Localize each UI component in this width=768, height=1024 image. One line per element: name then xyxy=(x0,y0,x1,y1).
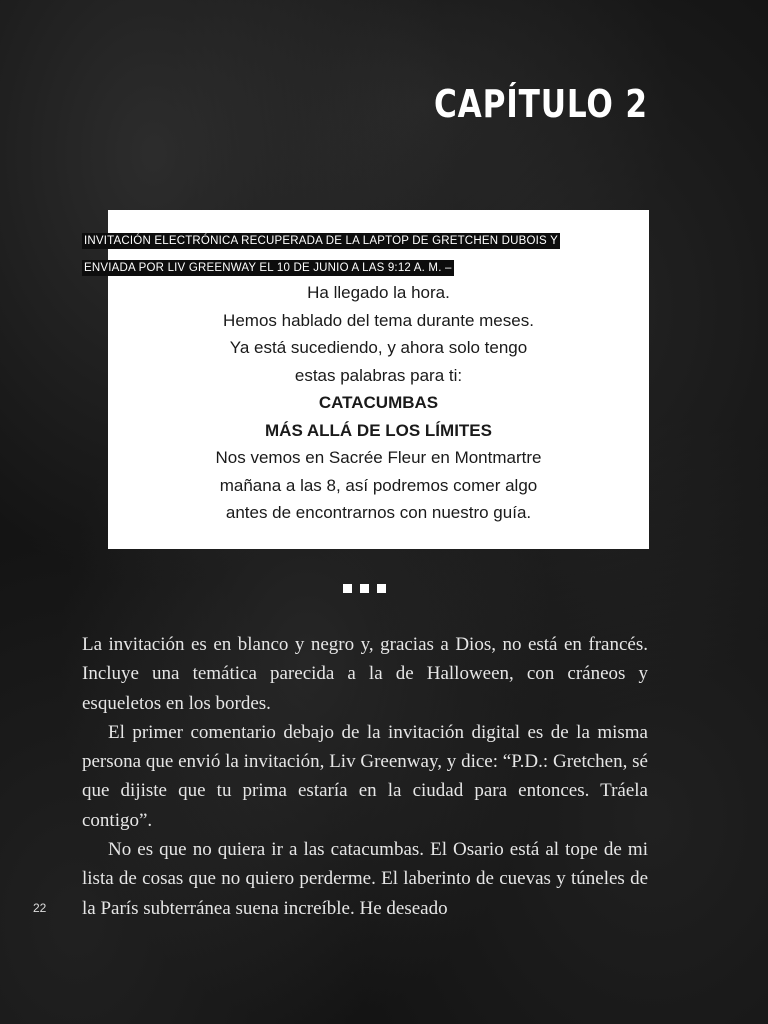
separator-square xyxy=(343,584,352,593)
invitation-line: Ha llegado la hora. xyxy=(307,283,450,302)
source-note-line-1: INVITACIÓN ELECTRÓNICA RECUPERADA DE LA LAPTOP DE GRETCHEN DUBOIS Y xyxy=(84,235,558,247)
invitation-source-note xyxy=(82,228,602,282)
separator-square xyxy=(377,584,386,593)
invitation-line: Nos vemos en Sacrée Fleur en Montmartre xyxy=(215,448,542,467)
invitation-heading-line: CATACUMBAS xyxy=(318,393,439,412)
invitation-line: mañana a las 8, así podremos comer algo xyxy=(219,475,538,495)
chapter-title: CAPÍTULO 2 xyxy=(434,82,648,126)
page-number: 22 xyxy=(33,901,47,915)
invitation-line: antes de encontrarnos con nuestro guía. xyxy=(225,503,532,522)
separator-square xyxy=(360,584,369,593)
body-paragraph: El primer comentario debajo de la invitación digital es de la misma persona que envió la invitación, Liv Greenway, y dice: “P.D.: Gretchen, sé que dijiste que tu prima estaría en la ciudad para entonces. Tráela contigo”. xyxy=(82,721,648,831)
body-paragraph: La invitación es en blanco y negro y, gracias a Dios, no está en francés. Incluye una temática parecida a la de Halloween, con cráneos y esqueletos en los bordes. xyxy=(82,634,648,714)
invitation-line: estas palabras para ti: xyxy=(294,365,463,385)
invitation-heading-line: MÁS ALLÁ DE LOS LÍMITES xyxy=(265,420,492,440)
body-text xyxy=(82,630,648,923)
body-paragraph: No es que no quiera ir a las catacumbas. El Osario está al tope de mi lista de cosas que no quiero perderme. El laberinto de cuevas y túneles de la París subterránea suena increíble. He deseado xyxy=(82,839,648,919)
section-separator xyxy=(343,583,394,596)
invitation-line: Ya está sucediendo, y ahora solo tengo xyxy=(229,338,528,357)
invitation-message xyxy=(108,279,649,527)
invitation-line: Hemos hablado del tema durante meses. xyxy=(223,310,534,330)
source-note-line-2: ENVIADA POR LIV GREENWAY EL 10 DE JUNIO A LAS 9:12 A. M. – xyxy=(84,262,452,274)
